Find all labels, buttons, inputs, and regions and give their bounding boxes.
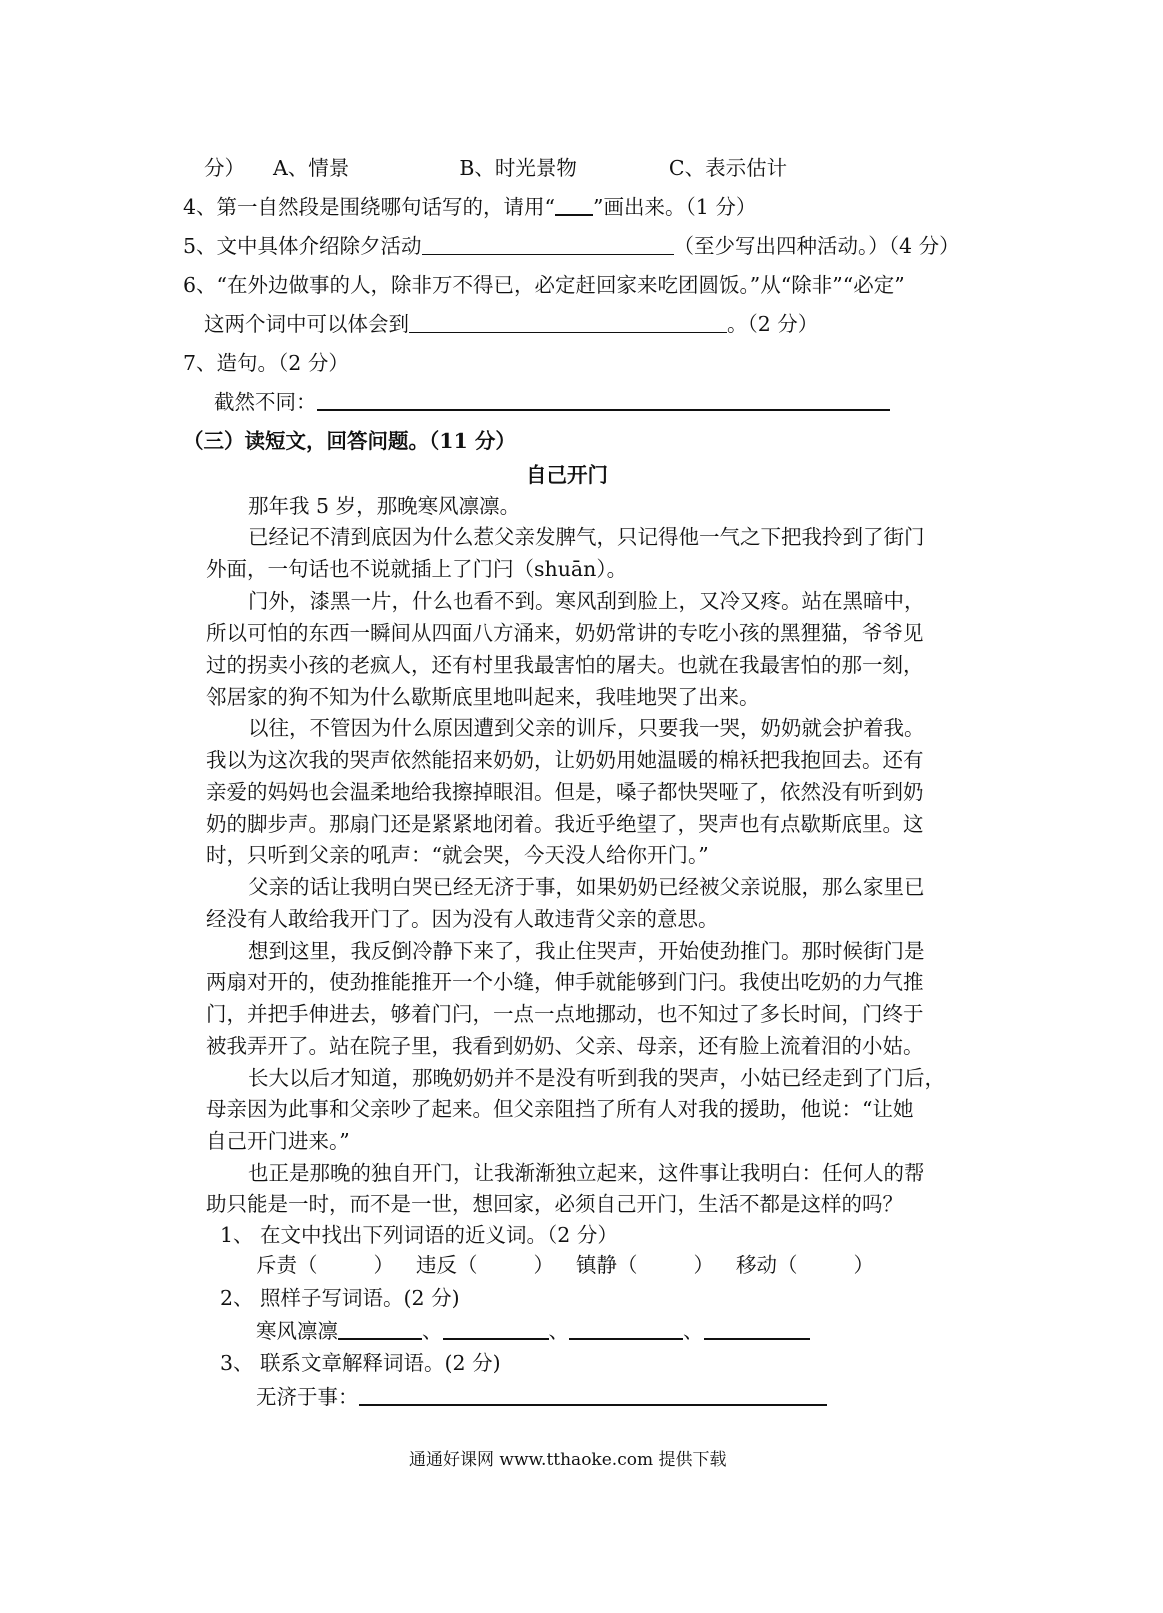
passage-line: 外面，一句话也不说就插上了门闩（shuān）。 [206,557,628,581]
answer-blank[interactable] [409,310,727,333]
s3-question-1-title: 1、 在文中找出下列词语的近义词。（2 分） [220,1223,618,1247]
passage-line: 所以可怕的东西一瞬间从四面八方涌来，奶奶常讲的专吃小孩的黑狸猫，爷爷见 [206,621,924,645]
question-7-title: 7、造句。（2 分） [183,351,349,375]
answer-blank[interactable] [443,1316,549,1340]
passage-line: 母亲因为此事和父亲吵了起来。但父亲阻挡了所有人对我的援助，他说：“让她 [206,1097,914,1121]
s3-question-1-words: 斥责（ ） 违反（ ） 镇静（ ） 移动（ ） [256,1253,874,1277]
passage-line: 以往，不管因为什么原因遭到父亲的训斥，只要我一哭，奶奶就会护着我。 [248,716,925,740]
question-6-line2: 这两个词中可以体会到 。（2 分） [204,312,819,336]
s3-question-2-answers: 寒风凛凛 、 、 、 [256,1316,810,1346]
question-4: 4、第一自然段是围绕哪句话写的，请用“ ”画出来。（1 分） [183,192,756,222]
answer-blank[interactable] [317,387,890,411]
answer-blank[interactable] [704,1316,810,1340]
passage-line: 邻居家的狗不知为什么歇斯底里地叫起来，我哇地哭了出来。 [206,685,760,709]
question-6-line1: 6、“在外边做事的人，除非万不得已，必定赶回家来吃团圆饭。”从“除非”“必定” [183,273,905,297]
passage-line: 奶的脚步声。那扇门还是紧紧地闭着。我近乎绝望了，哭声也有点歇斯底里。这 [206,812,924,836]
passage-line: 经没有人敢给我开门了。因为没有人敢违背父亲的意思。 [206,907,719,931]
question-5: 5、文中具体介绍除夕活动 （至少写出四种活动。）（4 分） [183,234,960,258]
section-3-heading: （三）读短文，回答问题。（11 分） [183,429,516,453]
q3-options-prefix: 分） [204,156,245,180]
passage-line: 那年我 5 岁，那晚寒风凛凛。 [248,494,521,518]
footer-download-note: 通通好课网 www.tthaoke.com 提供下载 [409,1450,727,1470]
answer-blank[interactable] [422,232,674,255]
s3-question-3-title: 3、 联系文章解释词语。(2 分) [220,1351,501,1375]
s3-question-2-title: 2、 照样子写词语。(2 分) [220,1286,460,1310]
passage-line: 父亲的话让我明白哭已经无济于事，如果奶奶已经被父亲说服，那么家里已 [248,875,925,899]
passage-line: 过的拐卖小孩的老疯人，还有村里我最害怕的屠夫。也就在我最害怕的那一刻， [206,653,924,677]
passage-title: 自己开门 [526,463,608,487]
passage-line: 自己开门进来。” [206,1129,350,1153]
question-7-sentence: 截然不同： [214,387,890,417]
passage-line: 被我弄开了。站在院子里，我看到奶奶、父亲、母亲，还有脸上流着泪的小姑。 [206,1034,924,1058]
answer-blank[interactable] [359,1382,827,1406]
passage-line: 想到这里，我反倒冷静下来了，我止住哭声，开始使劲推门。那时候街门是 [248,939,925,963]
passage-line: 门外，漆黑一片，什么也看不到。寒风刮到脸上，又冷又疼。站在黑暗中， [248,589,925,613]
passage-line: 也正是那晚的独自开门，让我渐渐独立起来，这件事让我明白：任何人的帮 [248,1161,925,1185]
q3-option-c: C、表示估计 [668,156,788,180]
passage-line: 两扇对开的，使劲推能推开一个小缝，伸手就能够到门闩。我使出吃奶的力气推 [206,970,924,994]
passage-line: 我以为这次我的哭声依然能招来奶奶，让奶奶用她温暖的棉袄把我抱回去。还有 [206,748,924,772]
passage-line: 已经记不清到底因为什么惹父亲发脾气，只记得他一气之下把我拎到了街门 [248,525,925,549]
answer-blank[interactable] [338,1316,422,1340]
answer-blank[interactable] [569,1316,683,1340]
q3-option-b: B、时光景物 [459,156,577,180]
q3-option-a: A、情景 [273,156,350,180]
answer-blank[interactable] [555,192,593,216]
passage-line: 门，并把手伸进去，够着门闩，一点一点地挪动，也不知过了多长时间，门终于 [206,1002,924,1026]
s3-question-3-answer: 无济于事： [256,1382,827,1412]
passage-line: 亲爱的妈妈也会温柔地给我擦掉眼泪。但是，嗓子都快哭哑了，依然没有听到奶 [206,780,924,804]
q3-options-line [204,153,787,183]
passage-line: 时，只听到父亲的吼声：“就会哭，今天没人给你开门。” [206,843,709,867]
passage-line: 长大以后才知道，那晚奶奶并不是没有听到我的哭声，小姑已经走到了门后， [248,1066,945,1090]
passage-line: 助只能是一时，而不是一世，想回家，必须自己开门，生活不都是这样的吗？ [206,1192,903,1216]
